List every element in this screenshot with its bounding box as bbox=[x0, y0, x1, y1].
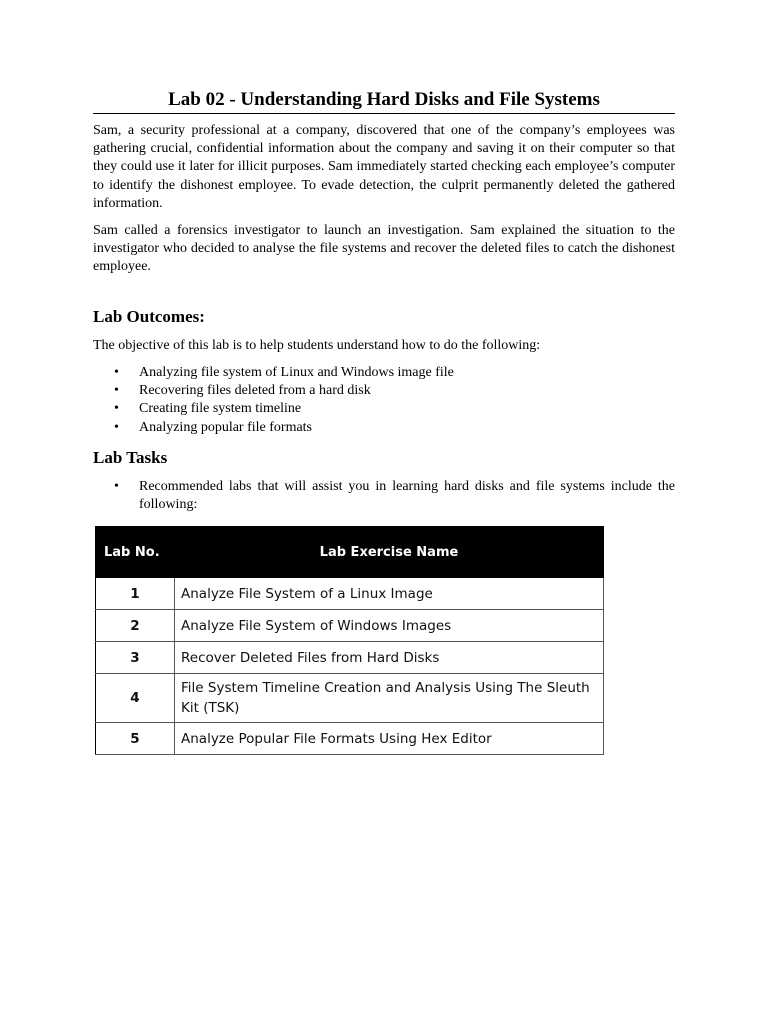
column-header-lab-no: Lab No. bbox=[96, 527, 175, 578]
table-row bbox=[96, 578, 604, 610]
table-row bbox=[96, 723, 604, 755]
lab-tasks-list bbox=[93, 478, 675, 514]
bullet-icon: • bbox=[114, 365, 119, 380]
column-header-lab-exercise-name: Lab Exercise Name bbox=[175, 527, 604, 578]
list-item bbox=[93, 382, 675, 400]
list-item bbox=[93, 400, 675, 418]
list-item-text: Recovering files deleted from a hard disk bbox=[139, 383, 371, 399]
list-item-text: Recommended labs that will assist you in learning hard disks and file systems include the following: bbox=[139, 479, 675, 513]
lab-outcomes-heading: Lab Outcomes: bbox=[93, 307, 205, 326]
table-row bbox=[96, 642, 604, 674]
bullet-icon: • bbox=[114, 383, 119, 399]
bullet-icon: • bbox=[114, 419, 119, 435]
lab-name-cell: File System Timeline Creation and Analysis Using The Sleuth Kit (TSK) bbox=[175, 674, 604, 723]
list-item bbox=[93, 419, 675, 437]
table-header-row bbox=[96, 527, 604, 578]
lab-tasks-heading: Lab Tasks bbox=[93, 448, 168, 467]
intro-paragraph-1: Sam, a security professional at a company, discovered that one of the company’s employees was gathering crucial, confidential information about the company and saving it on their computer so that they could use it later for illicit purposes. Sam immediately started checking each employee’s computer to identify the dishonest employee. To evade detection, the culprit permanently deleted the gathered information. bbox=[93, 123, 675, 211]
table-row bbox=[96, 610, 604, 642]
lab-number-cell: 5 bbox=[96, 723, 175, 755]
list-item bbox=[93, 364, 675, 382]
list-item bbox=[93, 478, 675, 514]
lab-number-cell: 2 bbox=[96, 610, 175, 642]
document-title: Lab 02 - Understanding Hard Disks and File Systems bbox=[93, 88, 675, 114]
lab-name-cell: Analyze File System of Windows Images bbox=[175, 610, 604, 642]
lab-number-cell: 3 bbox=[96, 642, 175, 674]
lab-number-cell: 4 bbox=[96, 674, 175, 723]
lab-name-cell: Analyze File System of a Linux Image bbox=[175, 578, 604, 610]
lab-exercise-table bbox=[95, 526, 604, 755]
lab-number-cell: 1 bbox=[96, 578, 175, 610]
list-item-text: Analyzing file system of Linux and Windows image file bbox=[139, 365, 454, 380]
lab-name-cell: Recover Deleted Files from Hard Disks bbox=[175, 642, 604, 674]
intro-paragraph-2: Sam called a forensics investigator to launch an investigation. Sam explained the situation to the investigator who decided to analyse the file systems and recover the deleted files to catch the dishonest employee. bbox=[93, 223, 675, 275]
table-row bbox=[96, 674, 604, 723]
list-item-text: Creating file system timeline bbox=[139, 401, 302, 417]
lab-outcomes-list bbox=[93, 364, 675, 437]
lab-outcomes-intro: The objective of this lab is to help students understand how to do the following: bbox=[93, 338, 541, 353]
bullet-icon: • bbox=[114, 479, 119, 494]
bullet-icon: • bbox=[114, 401, 119, 417]
lab-name-cell: Analyze Popular File Formats Using Hex Editor bbox=[175, 723, 604, 755]
list-item-text: Analyzing popular file formats bbox=[139, 419, 313, 435]
